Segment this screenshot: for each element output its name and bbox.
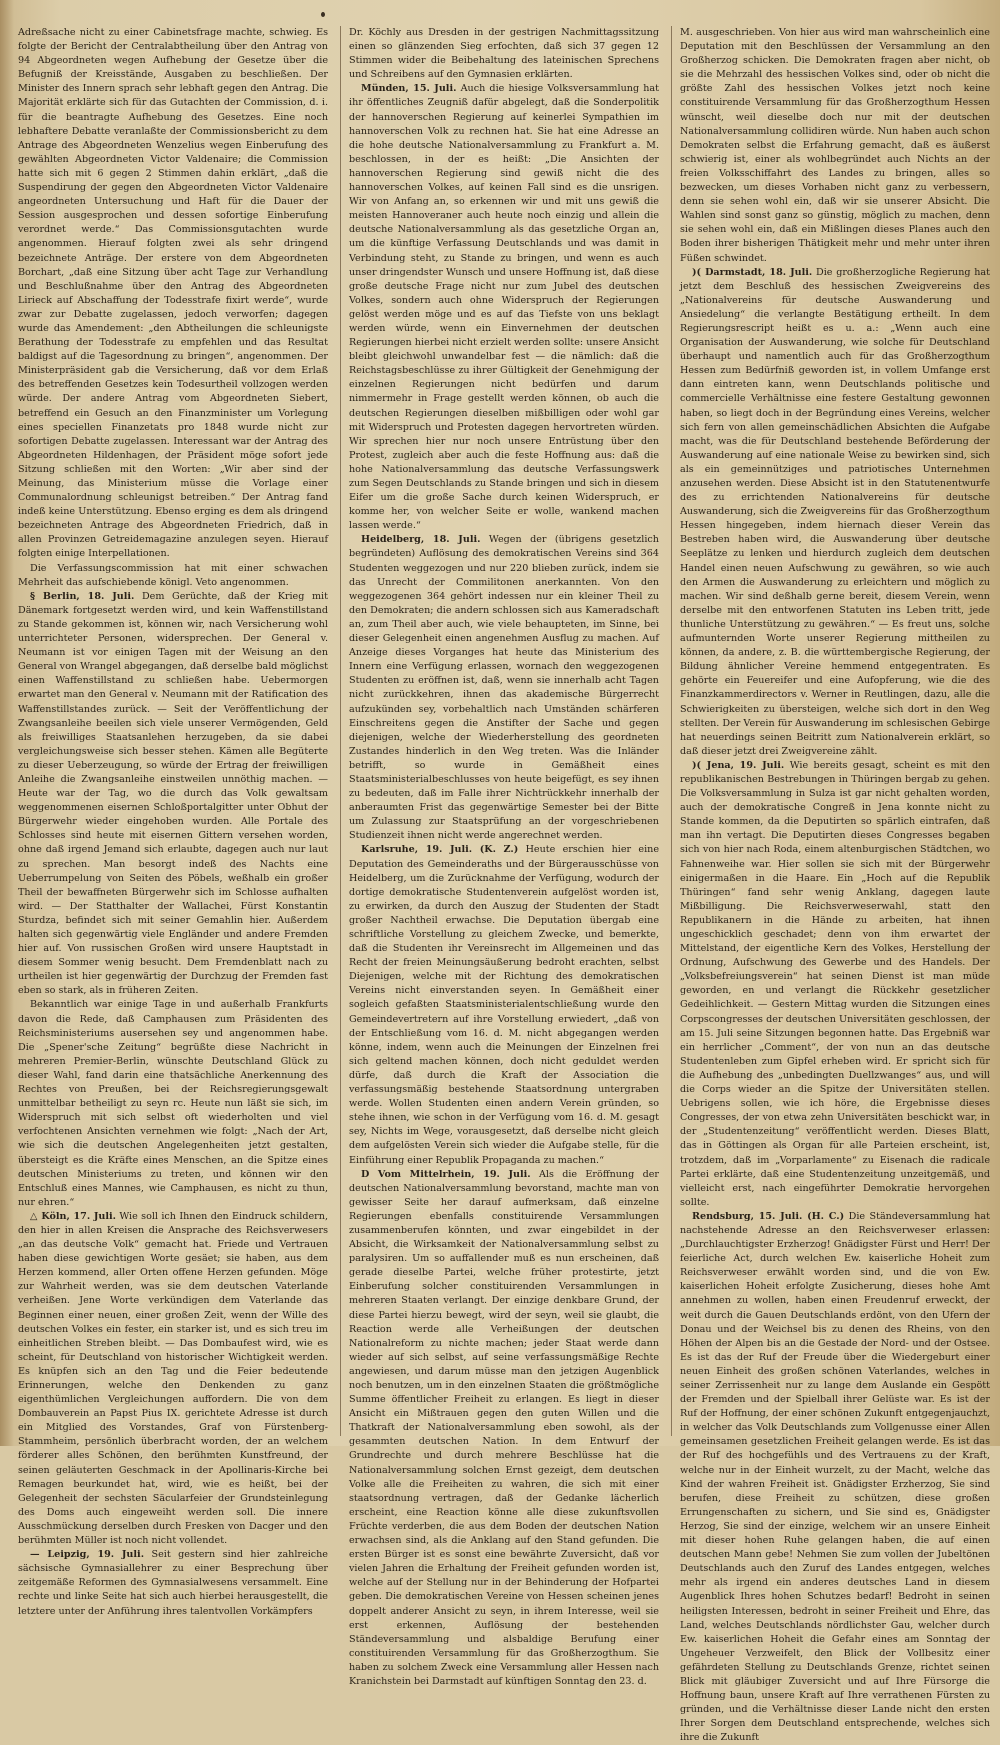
text-columns [18, 26, 991, 1744]
ink-speck [321, 12, 325, 17]
article-text: Adreßsache nicht zu einer Cabinetsfrage machte, schwieg. Es folgte der Bericht der Centralabtheilung über den Antrag von 94 Abgeordneten wegen Aufhebung der Gesetze über die Befugniß der Kreisstände, Ausgaben zu beschließen. Der Minister des Innern sprach sehr lebhaft gegen den Antrag. Die Majorität erklärte sich für das Gutachten der Commission, d. i. für die beantragte Aufhebung des Gesetzes. Eine noch lebhaftere Debatte veranlaßte der Commissionsbericht zu dem Antrage des Abgeordneten Wenzelius wegen Einberufung des gewählten Abgeordneten Victor Valdenaire; die Commission hatte sich mit 6 gegen 2 Stimmen dahin erklärt, „daß die Suspendirung der gegen den Abgeordneten Victor Valdenaire angeordneten Untersuchung und Haft für die Dauer der Session ausgesprochen und dessen sofortige Einberufung verordnet werde.“ Das Commissionsgutachten wurde angenommen. Hierauf folgten zwei als sehr dringend bezeichnete Anträge. Der erstere von dem Abgeordneten Borchart, „daß eine Sitzung über acht Tage zur Verhandlung und Beschlußnahme über den Antrag des Abgeordneten Lirieck auf Abschaffung der Todesstrafe fixirt werde“, wurde zwar zur Debatte zugelassen, jedoch verworfen; dagegen wurde das Amendement: „den Abtheilungen die schleunigste Berathung der Todesstrafe zu empfehlen und das Resultat baldigst auf die Tagesordnung zu bringen“, angenommen. Der Ministerpräsident gab die Versicherung, daß vor dem Erlaß des betreffenden Gesetzes kein Todesurtheil vollzogen werden würde. Der andere Antrag vom Abgeordneten Siebert, betreffend ein Gesuch an den Finanzminister um Vorlegung eines speciellen Finanzetats pro 1848 wurde nicht zur sofortigen Debatte zugelassen. Interessant war der Antrag des Abgeordneten Hildenhagen, der Präsident möge sofort jede Sitzung schließen mit den Worten: „Wir aber sind der Meinung, das Ministerium müsse die Vorlage einer Communalordnung schleunigst betreiben.“ Der Antrag fand indeß keine Unterstützung. Ebenso erging es dem als dringend bezeichneten Antrage des Abgeordneten Friedrich, daß in allen Provinzen Getreidemagazine anzulegen seyen. Hierauf folgten einige Interpellationen. [18, 27, 328, 560]
article-dateline: Karlsruhe, 19. Juli. (K. Z.) [361, 844, 519, 856]
article-paragraph [680, 1210, 990, 1745]
article-text: Wie bereits gesagt, scheint es mit den republikanischen Bestrebungen in Thüringen bergab zu gehen. Die Volksversammlung in Sulza ist gar nicht gehalten worden, auch der demokratische Congreß in Jena konnte nicht zu Stande kommen, da die Deputirten so spärlich eintrafen, daß man ihn vertagt. Die Deputirten dieses Congresses begaben sich von hier nach Roda, einem altenburgischen Städtchen, wo Fahnenweihe war. Hier sollen sie sich mit der Bürgerwehr einigermaßen in die Haare. Ein „Hoch auf die Republik Thüringen“ fand sehr wenig Anklang, dagegen laute Mißbilligung. Die Reichsverweserwahl, statt den Republikanern in die Hände zu arbeiten, hat ihnen ungeschicklich geschadet; denn von ihm erwartet der Mittelstand, der eigentliche Kern des Volkes, Herstellung der Ordnung, Aufschwung des Gewerbe und des Handels. Der „Volksbefreiungsverein“ hat seinen Dienst ist man müde geworden, en und verlangt die Rückkehr gesetzlicher Gedeihlichkeit. — Gestern Mittag wurden die Sitzungen eines Corpscongresses der deutschen Universitäten geschlossen, der am 15. Juli seine Sitzungen begonnen hatte. Das Ergebniß war ein herrlicher „Comment“, der von nun an das deutsche Studentenleben zum Gipfel erheben wird. Er spricht sich für die Aufhebung des „unbedingten Duellzwanges“ aus, und will die Corps wieder an die Spitze der Universitäten stellen. Uebrigens sollen, wie ich höre, die Ergebnisse dieses Congresses, der von etwa zehn Universitäten beschickt war, in der „Studentenzeitung“ veröffentlicht werden. Dieses Blatt, das in Göttingen als Organ für alle Parteien erscheint, ist, trotzdem, daß im „Vorparlamente“ zu Eisenach die radicale Partei erklärte, daß eine Studentenzeitung unzeitgemäß, und vielleicht erst, nach eingeführter Demokratie hervorgehen sollte. [680, 759, 990, 1208]
article-paragraph [18, 562, 328, 590]
article-paragraph [18, 998, 328, 1209]
article-paragraph [349, 1168, 659, 1689]
article-text: Die Verfassungscommission hat mit einer schwachen Mehrheit das aufschiebende königl. Veto angenommen. [18, 562, 328, 588]
column-2 [340, 26, 659, 1687]
article-dateline: Rendsburg, 15. Juli. (H. C.) [692, 1210, 845, 1222]
article-paragraph [18, 26, 328, 562]
article-text: Heute erschien hier eine Deputation des Gemeinderaths und der Bürgerausschüsse von Heidelberg, um die Zurücknahme der Verfügung, wodurch der dortige demokratische Studentenverein aufgelöst worden ist, zu erwirken, da durch den Auszug der Studenten der Stadt großer Nachtheil erwachse. Die Deputation übergab eine schriftliche Vorstellung zu gleichem Zwecke, und bemerkte, daß die Studenten ihr Vereinsrecht im Allgemeinen und das Recht der freien Meinungsäußerung bedroht erachten, selbst Diejenigen, welche mit der Richtung des demokratischen Vereins nicht einverstanden seyen. In Gemäßheit einer sogleich gefaßten Staatsministerialentschließung wurde den Gemeindevertretern auf ihre Vorstellung erwiedert, „daß von der Entschließung vom 16. d. M. nicht abgegangen werden könne, indem, wenn auch die Meinungen der Einzelnen frei sich geltend machen können, doch nicht geduldet werden dürfe, daß durch die Kraft der Association die verfassungsmäßig bestehende Staatsordnung untergraben werde. Wollen Studenten einen andern Verein gründen, so stehe ihnen, wie schon in der Verfügung vom 16. d. M. gesagt sey, Nichts im Wege, vorausgesetzt, daß derselbe nicht gleich dem aufgelösten Verein sich wieder die Aufgabe stelle, für die Einführung einer Republik Propaganda zu machen.“ [349, 844, 659, 1166]
article-paragraph [680, 759, 990, 1210]
article-paragraph [18, 590, 328, 999]
article-text: Dr. Köchly aus Dresden in der gestrigen Nachmittagssitzung einen so glänzenden Sieg erfochten, daß sich 37 gegen 12 Stimmen wider die Beibehaltung des lateinischen Sprechens und Schreibens auf den Gymnasien erklärten. [349, 27, 659, 81]
article-paragraph [349, 843, 659, 1167]
article-paragraph [680, 266, 990, 759]
article-paragraph [18, 1210, 328, 1548]
article-text: Wegen der (übrigens gesetzlich begründeten) Auflösung des demokratischen Vereins sind 364 Studenten weggezogen und nur 220 blieben zurück, indem sie das Unrecht der Commilitonen anerkannten. Von den weggezogenen 364 gehört indessen nur ein kleiner Theil zu den Demokraten; die andern schlossen sich aus Kameradschaft an, zum Theil aber auch, wie viele behaupteten, im Sinne, bei dieser Gelegenheit einen angenehmen Ausflug zu machen. Auf Anzeige dieses Vorganges hat heute das Ministerium des Innern eine Verfügung erlassen, wornach den weggezogenen Studenten zu eröffnen ist, daß, wenn sie innerhalb acht Tagen nicht zurückkehren, ihnen das akademische Bürgerrecht aufzukünden sey, vorbehaltlich nach Umständen schärferen Einschreitens gegen die Anstifter der Sache und gegen diejenigen, welche der Wiederherstellung des geordneten Zustandes hinderlich in den Weg treten. Was die Inländer betrifft, so wurde in Gemäßheit eines Staatsministerialbeschlusses von heute beigefügt, es sey ihnen zu bedeuten, daß im Falle ihrer Nichtrückkehr innerhalb der anberaumten Frist das gegenwärtige Semester bei der Bitte um Zulassung zur Staatsprüfung an der vorgeschriebenen Studienzeit ihnen nicht werde angerechnet werden. [349, 534, 659, 842]
article-text: M. ausgeschrieben. Von hier aus wird man wahrscheinlich eine Deputation mit den Beschlüssen der Versammlung an den Großherzog schicken. Die Demokraten fragen aber nicht, ob sie die Mehrzahl des hessischen Volkes sind, oder ob nicht die größte Zahl des hessischen Volkes jetzt noch keine constituirende Versammlung für das Großherzogthum Hessen wünscht, weil dieselbe doch nur mit der deutschen Nationalversammlung collidiren würde. Nun haben auch schon Demokraten selbst die Erfahrung gemacht, daß es äußerst schwierig ist, einer als wohlbegründet auch Nichts an der freien Volksschiffahrt des Landes zu bringen, alles so bezwecken, um dieses Vorhaben nicht ganz zu verbessern, denn sie sehen wohl ein, daß wir sie unserer Absicht. Die Wahlen sind sonst ganz so günstig, möglich zu machen, denn sie sehen wohl ein, daß ein Mißlingen dieses Planes auch den Boden ihrer bisherigen Thätigkeit mehr und mehr unter ihren Füßen schwindet. [680, 27, 990, 264]
article-text: Die Ständeversammlung hat nachstehende Adresse an den Reichsverweser erlassen: „Durchlauchtigster Erzherzog! Gnädigster Fürst und Herr! Der feierliche Act, durch welchen Ew. kaiserliche Hoheit zum Reichsverweser erwählt worden sind, und die von Ew. kaiserlichen Hoheit erfolgte Zusicherung, dieses hohe Amt annehmen zu wollen, haben einen Freudenruf erweckt, der weit durch die Gauen Deutschlands erdönt, von den Ufern der Donau und der Weichsel bis zu denen des Rheins, von den Höhen der Alpen bis an die Gestade der Nord- und der Ostsee. Es ist das der Ruf der Freude über die Wiedergeburt einer neuen Einheit des großen schönen Vaterlandes, welches in seiner Zerrissenheit nur zu lange dem Auslande ein Gespött der Fremden und der Spielball ihrer Gelüste war. Es ist der Ruf der Hoffnung, der einer schönen Zukunft entgegenjauchzt, in welcher das Volk Deutschlands zum Vollgenusse einer Allen gemeinsamen gesetzlichen Freiheit gelangen werde. Es ist das der Ruf des hochgefühls und des Vertrauens zu der Kraft, welche nur in der Einheit wurzelt, zu der Macht, welche das Kind der wahren Freiheit ist. Gnädigster Erzherzog, Sie sind berufen, diese Freiheit zu schützen, diese großen Errungenschaften zu sichern, und Sie sind es, Gnädigster Herzog, Sie sind der einzige, welchem wir an unsere Einheit mit dieser hohen Ruhe gelangen haben, die auf einen deutschen Mann gebe! Nehmen Sie zum vollen der Jubeltönen Deutschlands auch den Zuruf des Landes entgegen, welches mehr als irgend ein anderes deutsches Land in diesem Augenblick Ihres hohen Schutzes bedarf! Bedroht in seinen heiligsten Interessen, bedroht in seiner Freiheit und Ehre, das Land, welches Deutschlands nördlichster Gau, welcher durch Ew. kaiserlichen Hoheit die Gefahr eines am Sonntag der Ungeheuer Verzweifelt, den Blick der Vollbesitz einer gefährdeten Stellung zu Deutschlands Grenze, richtet seinen Blick mit gläubiger Zuversicht und auf Ihre Fürsorge die Hoffnung baun, unsere Kraft auf Ihre verrathenen Fürsten zu gründen, und die Verhältnisse dieser Lande nicht den ersten Ihrer Sorgen dem Deutschland entsprechende, welches sich ihre die Zukunft [680, 1210, 990, 1744]
article-paragraph [18, 1548, 328, 1618]
page-fold-shadow [0, 0, 14, 1446]
article-dateline: D Vom Mittelrhein, 19. Juli. [361, 1168, 531, 1180]
article-dateline: △ Köln, 17. Juli. [30, 1210, 116, 1222]
column-1 [18, 26, 328, 1617]
article-text: Als die Eröffnung der deutschen Nationalversammlung bevorstand, machte man von gewisser Seite her darauf aufmerksam, daß einzelne Regierungen ebenfalls constituirende Versammlungen zusammenberufen könnten, und zwar eingebildet in der Absicht, die Wirksamkeit der Nationalversammlung selbst zu paralysiren. Um so auffallender muß es nun erscheinen, daß gerade dieselbe Partei, welche früher protestirte, jetzt Einberufung solcher constituirenden Versammlungen in mehreren Staaten verlangt. Der einzige denkbare Grund, der diese Partei hierzu bewegt, wird der seyn, weil sie glaubt, die Reaction werde alle Verheißungen der deutschen Nationalreform zu nichte machen; jeder Staat werde dann wieder auf sich selbst, auf seine verfassungsmäßige Rechte angewiesen, und darum müsse man den jetzigen Augenblick noch benutzen, um in den einzelnen Staaten die größtmögliche Summe öffentlicher Freiheit zu erlangen. Es liegt in dieser Ansicht ein Mißtrauen gegen den guten Willen und die Thatkraft der Nationalversammlung eben sowohl, als der gesammten deutschen Nation. In dem Entwurf der Grundrechte und durch mehrere Beschlüsse hat die Nationalversammlung solchen Ernst gezeigt, dem deutschen Volke alle die Freiheiten zu wahren, die sich mit einer staatsordnung vertragen, daß der Gedanke lächerlich erscheint, eine Reaction könne alle diese zukunftsvollen Früchte verderben, die aus dem Boden der deutschen Nation erwachsen sind, als die Anklang auf den Stand gefunden. Die ersten Bürger ist es sonst eine bewährte Zuversicht, daß vor vielen Jahren die Erhaltung der Freiheit gefunden worden ist, welche auf der Stellung nur in der Behinderung der Hofpartei geben. Die demokratischen Vereine von Hessen scheinen jenes doppelt anderer Ansicht zu seyn, in ihrem Interesse, weil sie erst erkennen, Auflösung der bestehenden Ständeversammlung und alsbaldige Berufung einer constituirenden Versammlung für das Großherzogthum. Sie haben zu solchem Zweck eine Versammlung aller Hessen nach Kranichstein bei Darmstadt auf künftigen Sonntag den 23. d. [349, 1168, 659, 1687]
article-paragraph [349, 533, 659, 843]
article-paragraph [680, 26, 990, 266]
article-text: Wie soll ich Ihnen den Eindruck schildern, den hier in allen Kreisen die Ansprache des Reichsverwesers „an das deutsche Volk“ gemacht hat. Friede und Vertrauen haben diese gewichtigen Worte gesäet; sie haben, aus dem Herzen kommend, aller Orten offene Herzen gefunden. Möge zur Wahrheit werden, was sie dem deutschen Vaterlande verheißen. Jene Worte verkündigen dem Vaterlande das Beginnen einer neuen, einer großen Zeit, wenn der Wille des deutschen Volkes ein fester, ein starker ist, und es sich treu im einheitlichen Streben bleibt. — Das Dombaufest wird, wie es scheint, für Deutschland von historischer Wichtigkeit werden. Es knüpfen sich an den Tag und die Feier bedeutende Erinnerungen, welche den Denkenden zu ganz eigenthümlichen Vergleichungen auffordern. Die von dem Dombauverein an Papst Pius IX. gerichtete Adresse ist durch ein Mitglied des Vorstandes, Graf von Fürstenberg-Stammheim, persönlich überbracht worden, der an welchem förderer alles Schönen, den berühmten Kunstfreund, der seinen geläuterten Geschmack in der Apollinaris-Kirche bei Remagen beurkundet hat, wird, wie es heißt, bei der Gelegenheit der sechsten Säcularfeier der Grundsteinlegung des Doms auch eingeweiht werden soll. Die innere Ausschmückung derselben durch Fresken von Dacger und den berühmten Müller ist noch nicht vollendet. [18, 1210, 328, 1547]
article-text: Bekanntlich war einige Tage in und außerhalb Frankfurts davon die Rede, daß Camphausen zum Präsidenten des Reichsministeriums ausersehen sey und angenommen habe. Die „Spener'sche Zeitung“ begrüßte diese Nachricht in mehreren Premier-Berlin, wünschte Deutschland Glück zu dieser Wahl, fand darin eine thatsächliche Anerkennung des Rechtes von Preußen, bei der Reichsregierungsgewalt unmittelbar betheiligt zu seyn rc. Heute nun läßt sie sich, im Widerspruch mit sich selbst oft wiederholten und viel verfochtenen Ansichten vernehmen wie folgt: „Nach der Art, wie sich die deutschen Angelegenheiten jetzt gestalten, übersteigt es die Kräfte eines Menschen, an die Spitze eines deutschen Ministeriums zu treten, und können wir den Entschluß eines Mannes, wie Camphausen, es nicht zu thun, nur ehren.“ [18, 999, 328, 1208]
article-text: Seit gestern sind hier zahlreiche sächsische Gymnasiallehrer zu einer Besprechung über zeitgemäße Reformen des Gymnasialwesens versammelt. Eine rechte und linke Seite hat sich auch hierbei herausgestellt, die letztere unter der Anführung ihres talentvollen Vorkämpfers [18, 1549, 328, 1617]
column-3 [671, 26, 991, 1744]
article-text: Die großherzogliche Regierung hat jetzt dem Beschluß des hessischen Zweigvereins des „Nationalvereins für deutsche Auswanderung und Ansiedelung“ die verlangte Bestätigung ertheilt. In dem Regierungsrescript heißt es u. a.: „Wenn auch eine Organisation der Auswanderung, wie solche für Deutschland überhaupt und namentlich auch für das Großherzogthum Hessen zum Bedürfniß geworden ist, in vollem Umfange erst dann eintreten kann, wenn Deutschlands politische und commercielle Verhältnisse eine festere Gestaltung gewonnen haben, so liegt doch in der Begründung eines Vereins, welcher sich fern von allen gemeinschädlichen Absichten die Aufgabe macht, was die für Deutschland bestehende Beförderung der Auswanderung auf eine nationale Weise zu bewirken sind, sich als ein gemeinnütziges und patriotisches Unternehmen anzusehen werden. Diese Absicht ist in den Statutenentwurfe des zu errichtenden Nationalvereins für deutsche Auswanderung, sich die Zweigvereins für das Großherzogthum Hessen hingegeben, indem hiernach dieser Verein das Bestreben haben wird, die Auswanderung über deutsche Seeplätze zu lenken und hierdurch zugleich dem deutschen Handel einen neuen Aufschwung zu gewähren, so wie auch den Armen die Auswanderung zu erleichtern und möglich zu machen. Wir sind deßhalb gerne bereit, diesem Verein, wenn derselbe mit den entworfenen Statuten ins Leben tritt, jede thunliche Unterstützung zu gewähren.“ — Es freut uns, solche aufmunternden Worte unserer Regierung mittheilen zu können, da andere, z. B. die württembergische Regierung, der Bildung ähnlicher Vereine hemmend entgegentraten. Es gehörte ein Feuereifer und eine Aufopferung, wie die des Finanzkammerdirectors v. Werner in Reutlingen, dazu, alle die Schwierigkeiten zu übersteigen, welche sich dort in den Weg stellten. Der Verein für Auswanderung im schlesischen Gebirge hat neuerdings seinen Beitritt zum Nationalverein erklärt, so daß dieser jetzt drei Zweigvereine zählt. [680, 266, 991, 757]
article-paragraph [349, 26, 659, 82]
article-dateline: — Leipzig, 19. Juli. [30, 1549, 145, 1561]
article-text: Auch die hiesige Volksversammlung hat ihr öffentliches Zeugniß dafür abgelegt, daß die Sonderpolitik der hannoverschen Regierung auf keinerlei Sympathien im hannoverschen Volk zu rechnen hat. Sie hat eine Adresse an die hohe deutsche Nationalversammlung zu Frankfurt a. M. beschlossen, in der es heißt: „Die Ansichten der hannoverschen Regierung sind gewiß nicht die des hannoverschen Volkes, auf keinen Fall sind es die unsrigen. Wir von Anfang an, so erkennen wir und mit uns gewiß die meisten Hannoveraner auch heute noch einzig und allein die deutsche Nationalversammlung als das gesetzliche Organ an, um die künftige Verfassung Deutschlands und was damit in Verbindung steht, zu Stande zu bringen, und wenn es auch unser dringendster Wunsch und unsere Hoffnung ist, daß diese große deutsche Frage nicht nur zum Jubel des deutschen Volkes, sondern auch ohne Widerspruch der Regierungen gelöst werden möge und es auf das Tiefste von uns beklagt werden würde, wenn ein Einvernehmen der deutschen Regierungen hierbei nicht erzielt werden sollte: unsere Ansicht bleibt gleichwohl unwandelbar fest — die nämlich: daß die Reichstagsbeschlüsse zu ihrer Gültigkeit der Genehmigung der einzelnen Regierungen nicht bedürfen und darum nimmermehr in Frage gestellt werden können, ob auch die deutschen Regierungen dieselben mißbilligen oder wohl gar mit Widerspruch und Protesten dagegen hervortreten würden. Wir sprechen hier nur noch unsere Entrüstung über den Protest, zugleich aber auch die feste Hoffnung aus: daß die hohe Nationalversammlung das deutsche Verfassungswerk zum Segen Deutschlands zu Stande bringen und sich in diesem Eifer um die große Sache durch keinen Widerspruch, er komme her, von welcher Seite er wolle, wankend machen lassen werde.“ [349, 83, 659, 532]
article-dateline: Heidelberg, 18. Juli. [361, 534, 481, 546]
article-paragraph [349, 82, 659, 533]
article-text: Dem Gerüchte, daß der Krieg mit Dänemark fortgesetzt werden wird, und kein Waffenstillstand zu Stande gekommen ist, können wir, nach Versicherung wohl unterrichteter Personen, widersprechen. Der General v. Neumann ist vor einigen Tagen mit der Weisung an den General von Wrangel abgegangen, daß derselbe bald möglichst einen Waffenstillstand zu schließen habe. Uebermorgen erwartet man den General v. Neumann mit der Ratification des Waffenstillstandes zurück. — Seit der Veröffentlichung der Zwangsanleihe beeilen sich viele unserer Vermögenden, Geld als freiwilliges Staatsanlehen herzugeben, da sie dabei vergleichungsweise sich besser stehen. Kämen alle Begüterte zu dieser Ueberzeugung, so würde der Ertrag der freiwilligen Anleihe die Zwangsanleihe einstweilen unnöthig machen. — Heute war der Tag, wo die durch das Volk gewaltsam weggenommenen eisernen Schloßportalgitter unter Obhut der Bürgerwehr wieder eingehoben wurden. Alle Portale des Schlosses sind heute mit eisernen Gittern versehen worden, ohne daß irgend Jemand sich erlaubte, dagegen auch nur laut zu sprechen. Man besorgt indeß des Nachts eine Ueberrumpelung von Seiten des Pöbels, weßhalb ein großer Theil der bewaffneten Bürgerwehr sich im Schlosse aufhalten wird. — Der Statthalter der Wallachei, Fürst Konstantin Sturdza, befindet sich mit seiner Gemahlin hier. Außerdem halten sich gegenwärtig viele Engländer und andere Fremden hier auf. Von russischen Großen wird unsere Hauptstadt in diesem Sommer wenig besucht. Dem Fremdenblatt nach zu urtheilen ist hier gegenwärtig der Durchzug der Fremden fast eben so stark, als in früheren Zeiten. [18, 590, 328, 997]
article-dateline: Münden, 15. Juli. [361, 83, 457, 95]
article-dateline: )( Darmstadt, 18. Juli. [692, 266, 813, 278]
article-dateline: )( Jena, 19. Juli. [692, 759, 785, 771]
article-dateline: § Berlin, 18. Juli. [30, 590, 135, 602]
